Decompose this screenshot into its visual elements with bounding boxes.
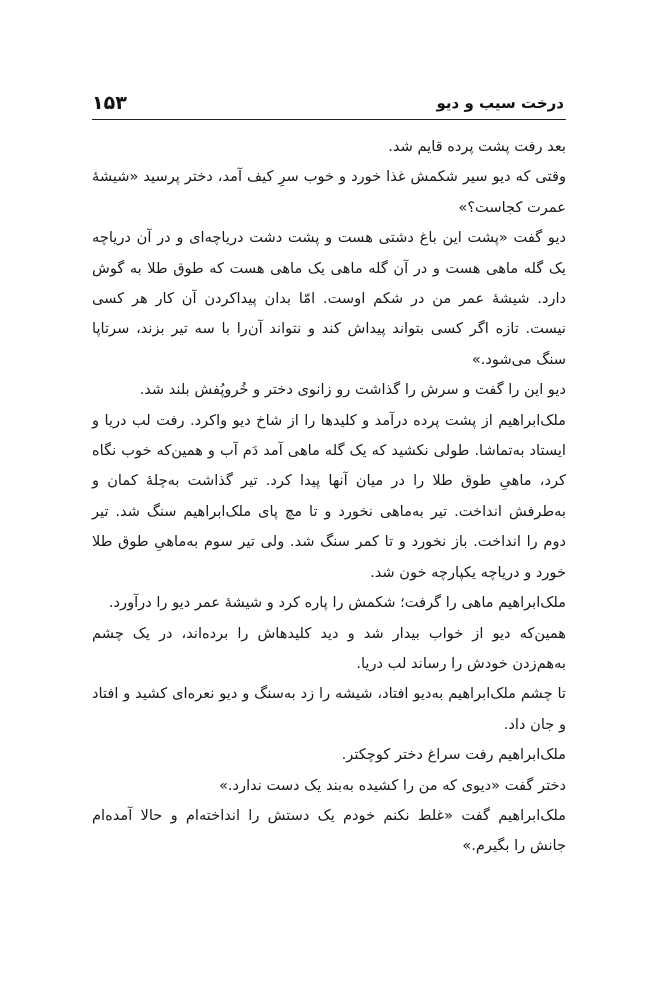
paragraph: ملک‌ابراهیم گفت «غلط نکنم خودم یک دستش را انداخته‌ام و حالا آمده‌ام جانش را بگیرم.»: [92, 806, 566, 855]
body-text: [92, 132, 566, 862]
paragraph: بعد رفت پشت پرده قایم شد.: [388, 138, 566, 155]
header-rule: [92, 119, 566, 120]
paragraph: ملک‌ابراهیم از پشت پرده درآمد و کلیدها را از شاخ دیو واکرد. رفت لب دریا و ایستاد به‌تماشا. طولی نکشید که یک گله ماهی آمد دَم آب و همین‌که خوب نگاه کرد، ماهیِ طوق طلا را در میان آنها پیدا کرد. تیر گذاشت به‌چلهٔ کمان و به‌طرفش انداخت. تیر به‌ماهی نخورد و تا مچ پای ملک‌ابراهیم سنگ شد. تیر دوم را انداخت. باز نخورد و تا کمر سنگ شد. ولی تیر سوم به‌ماهیِ طوق طلا خورد و دریاچه یکپارچه خون شد.: [92, 411, 566, 581]
running-title: درخت سیب و دیو: [436, 94, 564, 112]
paragraph: وقتی که دیو سیر شکمش غذا خورد و خوب سرِ کیف آمد، دختر پرسید «شیشهٔ عمرت کجاست؟»: [92, 168, 566, 216]
paragraph: تا چشم ملک‌ابراهیم به‌دیو افتاد، شیشه را زد به‌سنگ و دیو نعره‌ای کشید و افتاد و جان داد.: [92, 685, 566, 733]
paragraph: دیو گفت «پشت این باغ دشتی هست و پشت دشت دریاچه‌ای و در آن دریاچه یک گله ماهی هست و در آن گله ماهی یک ماهی هست که طوق طلا به گوش دارد. شیشهٔ عمر من در شکم اوست. امّا بدان پیداکردن آن کار هر کسی نیست. تازه اگر کسی بتواند پیداش کند و نتواند آن‌را با سه تیر بزند، سرتاپا سنگ می‌شود.»: [92, 229, 566, 368]
paragraph: همین‌که دیو از خواب بیدار شد و دید کلیدهاش را برده‌اند، در یک چشم به‌هم‌زدن خودش را رساند لب دریا.: [92, 624, 566, 672]
paragraph: دیو این را گفت و سرش را گذاشت رو زانوی دختر و خُروپُفش بلند شد.: [139, 381, 566, 399]
paragraph: ملک‌ابراهیم ماهی را گرفت؛ شکمش را پاره کرد و شیشهٔ عمر دیو را درآورد.: [108, 594, 566, 612]
page-number: ۱۵۳: [92, 92, 127, 114]
page-header: [92, 88, 564, 118]
paragraph: دختر گفت «دیوی که من را کشیده به‌بند یک دست ندارد.»: [218, 776, 566, 794]
paragraph: ملک‌ابراهیم رفت سراغ دختر کوچکتر.: [341, 746, 566, 764]
